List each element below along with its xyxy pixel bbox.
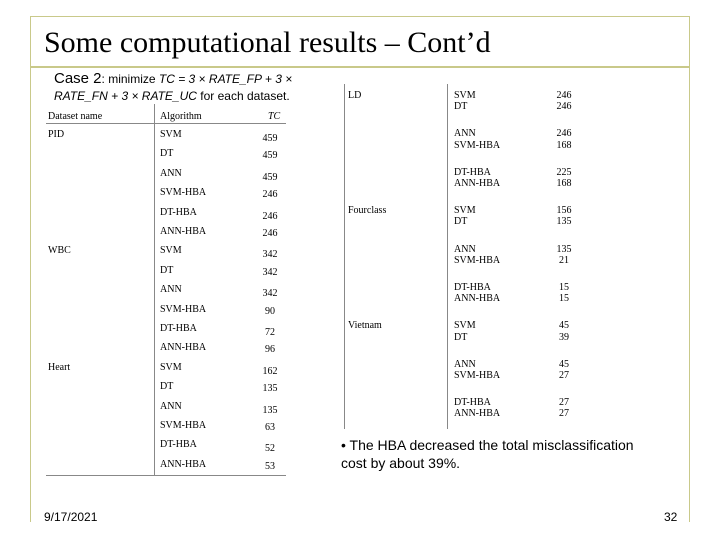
algorithm-cell: ANN: [160, 284, 182, 295]
algorithm-cell: ANN: [454, 128, 476, 139]
algorithm-cell: DT-HBA: [160, 439, 197, 450]
tc-value: 90: [265, 306, 275, 317]
algorithm-cell: SVM: [160, 245, 182, 256]
algorithm-cell: ANN: [160, 168, 182, 179]
slide-date: 9/17/2021: [44, 510, 98, 524]
tc-value: 135: [262, 405, 278, 416]
dataset-name: PID: [48, 129, 65, 140]
algorithm-cell: ANN: [160, 401, 182, 412]
left-table-header-line: [46, 123, 286, 124]
tc-value: 459: [262, 172, 278, 183]
frame-left-border: [30, 16, 31, 522]
algorithm-cell: SVM: [454, 205, 476, 216]
frame-right-border: [689, 16, 690, 522]
algorithm-cell: DT-HBA: [454, 167, 491, 178]
right-table-divider-1: [344, 84, 345, 429]
algorithm-cell: DT: [160, 381, 174, 392]
algorithm-cell: DT-HBA: [454, 282, 491, 293]
subtitle-formula: TC = 3 × RATE_FP + 3 ×: [158, 72, 293, 86]
algorithm-cell: DT: [160, 265, 174, 276]
header-algorithm: Algorithm: [160, 111, 202, 122]
algorithm-cell: SVM-HBA: [160, 420, 207, 431]
tc-value: 459: [262, 133, 278, 144]
tc-value: 53: [265, 461, 275, 472]
tc-value: 156: [556, 205, 572, 216]
algorithm-cell: ANN-HBA: [160, 342, 207, 353]
algorithm-cell: DT: [160, 148, 174, 159]
tc-value: 168: [556, 178, 572, 189]
tc-value: 135: [556, 216, 572, 227]
tc-value: 342: [262, 249, 278, 260]
tc-value: 27: [559, 397, 569, 408]
tc-value: 27: [559, 370, 569, 381]
tc-value: 246: [262, 189, 278, 200]
algorithm-cell: ANN-HBA: [454, 178, 501, 189]
tc-value: 246: [556, 101, 572, 112]
tc-value: 15: [559, 293, 569, 304]
algorithm-cell: SVM: [160, 362, 182, 373]
tc-value: 27: [559, 408, 569, 419]
algorithm-cell: SVM: [454, 90, 476, 101]
tc-value: 21: [559, 255, 569, 266]
algorithm-cell: SVM: [454, 320, 476, 331]
algorithm-cell: ANN-HBA: [454, 408, 501, 419]
tc-value: 135: [262, 383, 278, 394]
algorithm-cell: ANN: [454, 359, 476, 370]
frame-top-border: [30, 16, 690, 17]
algorithm-cell: SVM-HBA: [454, 370, 501, 381]
algorithm-cell: DT-HBA: [160, 207, 197, 218]
tc-value: 459: [262, 150, 278, 161]
subtitle-case: Case 2: [54, 70, 102, 87]
header-dataset: Dataset name: [48, 111, 103, 122]
algorithm-cell: ANN-HBA: [160, 226, 207, 237]
algorithm-cell: SVM-HBA: [454, 255, 501, 266]
tc-value: 72: [265, 327, 275, 338]
left-table-bottom-line: [46, 475, 286, 476]
algorithm-cell: SVM-HBA: [160, 187, 207, 198]
subtitle-rest: : minimize: [101, 72, 159, 86]
tc-value: 45: [559, 359, 569, 370]
algorithm-cell: DT-HBA: [454, 397, 491, 408]
algorithm-cell: ANN: [454, 244, 476, 255]
page-number: 32: [664, 510, 678, 524]
tc-value: 342: [262, 267, 278, 278]
algorithm-cell: ANN-HBA: [160, 459, 207, 470]
tc-value: 39: [559, 332, 569, 343]
subtitle-formula-2: RATE_FN + 3 × RATE_UC: [54, 89, 197, 103]
dataset-name: Vietnam: [348, 320, 382, 331]
tc-value: 168: [556, 140, 572, 151]
algorithm-cell: DT: [454, 216, 468, 227]
header-tc: TC: [268, 111, 281, 122]
tc-value: 45: [559, 320, 569, 331]
dataset-name: LD: [348, 90, 362, 101]
tc-value: 135: [556, 244, 572, 255]
tc-value: 246: [262, 211, 278, 222]
tc-value: 342: [262, 288, 278, 299]
algorithm-cell: SVM-HBA: [454, 140, 501, 151]
right-table-divider-2: [447, 84, 448, 429]
algorithm-cell: DT: [454, 101, 468, 112]
dataset-name: WBC: [48, 245, 71, 256]
tc-value: 246: [556, 128, 572, 139]
footnote: • The HBA decreased the total misclassification cost by about 39%.: [341, 437, 634, 471]
tc-value: 15: [559, 282, 569, 293]
slide-subtitle: [54, 70, 344, 105]
tc-value: 225: [556, 167, 572, 178]
slide-title: Some computational results – Cont’d: [44, 26, 491, 59]
algorithm-cell: SVM-HBA: [160, 304, 207, 315]
subtitle-tail: for each dataset.: [196, 89, 290, 103]
title-underline: [30, 66, 690, 68]
algorithm-cell: SVM: [160, 129, 182, 140]
algorithm-cell: DT-HBA: [160, 323, 197, 334]
left-table-divider: [154, 104, 155, 476]
tc-value: 52: [265, 443, 275, 454]
dataset-name: Fourclass: [348, 205, 387, 216]
algorithm-cell: DT: [454, 332, 468, 343]
tc-value: 246: [262, 228, 278, 239]
algorithm-cell: ANN-HBA: [454, 293, 501, 304]
tc-value: 96: [265, 344, 275, 355]
dataset-name: Heart: [48, 362, 71, 373]
tc-value: 246: [556, 90, 572, 101]
tc-value: 162: [262, 366, 278, 377]
tc-value: 63: [265, 422, 275, 433]
